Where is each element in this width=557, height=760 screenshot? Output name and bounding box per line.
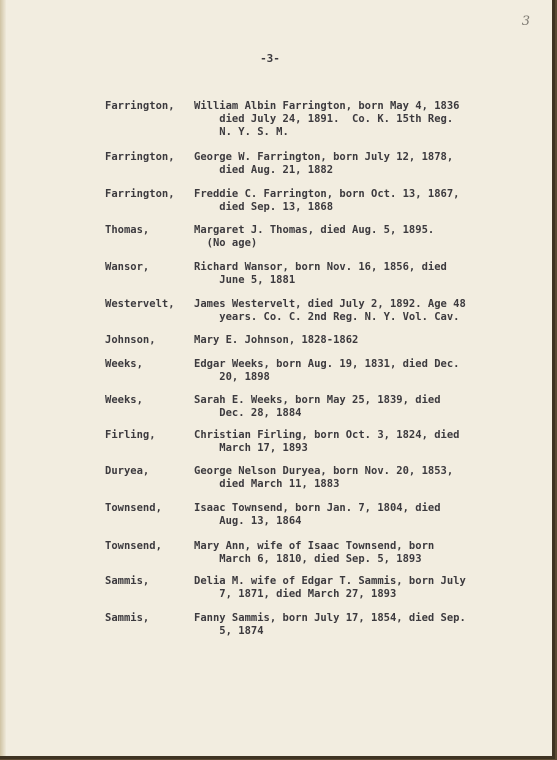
entry-detail: Mary E. Johnson, 1828-1862: [194, 334, 359, 346]
entry-detail: Freddie C. Farrington, born Oct. 13, 1867, died Sep. 13, 1868: [194, 188, 460, 213]
entry-surname: Sammis,: [105, 612, 150, 624]
entry-detail: James Westervelt, died July 2, 1892. Age 48 years. Co. C. 2nd Reg. N. Y. Vol. Cav.: [194, 298, 466, 323]
entry-surname: Townsend,: [105, 502, 162, 514]
entry-detail: Edgar Weeks, born Aug. 19, 1831, died Dec. 20, 1898: [194, 358, 460, 383]
entry-detail: Richard Wansor, born Nov. 16, 1856, died June 5, 1881: [194, 261, 447, 286]
entry-surname: Weeks,: [105, 358, 143, 370]
page-number: -3-: [260, 52, 280, 65]
entry-detail: Delia M. wife of Edgar T. Sammis, born July 7, 1871, died March 27, 1893: [194, 575, 466, 600]
entry-detail: George Nelson Duryea, born Nov. 20, 1853, died March 11, 1883: [194, 465, 454, 490]
entry-surname: Weeks,: [105, 394, 143, 406]
entry-surname: Westervelt,: [105, 298, 175, 310]
entry-surname: Farrington,: [105, 151, 175, 163]
entry-detail: William Albin Farrington, born May 4, 1836 died July 24, 1891. Co. K. 15th Reg. N. Y. S. M.: [194, 100, 460, 138]
entry-detail: Sarah E. Weeks, born May 25, 1839, died Dec. 28, 1884: [194, 394, 441, 419]
entry-surname: Farrington,: [105, 188, 175, 200]
entry-surname: Thomas,: [105, 224, 150, 236]
entry-detail: George W. Farrington, born July 12, 1878, died Aug. 21, 1882: [194, 151, 454, 176]
entry-surname: Townsend,: [105, 540, 162, 552]
entry-detail: Margaret J. Thomas, died Aug. 5, 1895. (No age): [194, 224, 435, 249]
entry-detail: Mary Ann, wife of Isaac Townsend, born March 6, 1810, died Sep. 5, 1893: [194, 540, 435, 565]
entry-detail: Fanny Sammis, born July 17, 1854, died Sep. 5, 1874: [194, 612, 466, 637]
entry-surname: Duryea,: [105, 465, 150, 477]
page-edge: [0, 0, 6, 756]
entry-surname: Firling,: [105, 429, 156, 441]
entry-surname: Johnson,: [105, 334, 156, 346]
entry-surname: Wansor,: [105, 261, 150, 273]
handwritten-page-number: 3: [521, 14, 530, 29]
entry-surname: Sammis,: [105, 575, 150, 587]
entry-surname: Farrington,: [105, 100, 175, 112]
entry-detail: Isaac Townsend, born Jan. 7, 1804, died Aug. 13, 1864: [194, 502, 441, 527]
entry-detail: Christian Firling, born Oct. 3, 1824, died March 17, 1893: [194, 429, 460, 454]
